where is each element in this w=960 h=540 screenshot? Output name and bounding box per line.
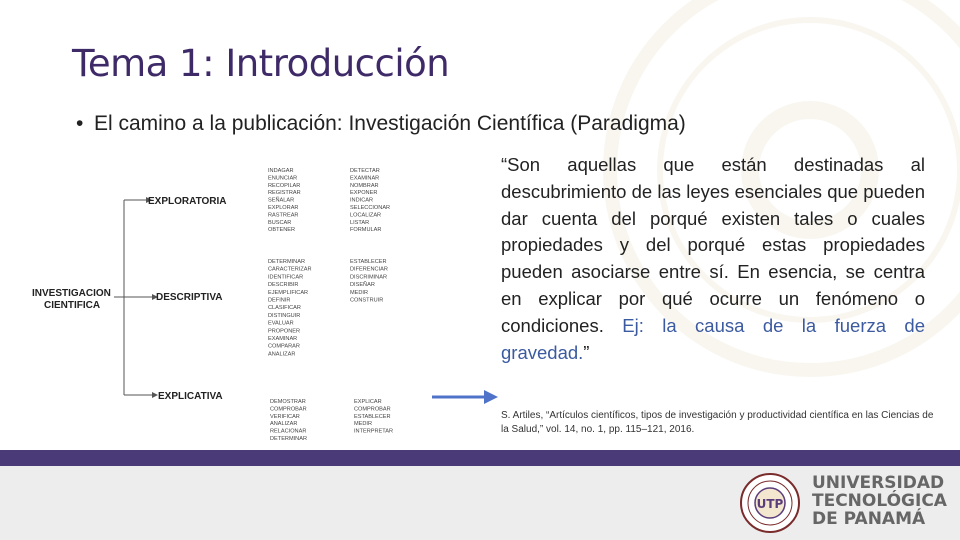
verb-item: RECOPILAR [268, 182, 301, 189]
verb-item: COMPROBAR [354, 406, 391, 413]
verb-item: EXPONER [350, 190, 378, 197]
verb-item: EXAMINAR [268, 336, 298, 342]
verb-item: COMPROBAR [270, 406, 307, 413]
verb-item: DEMOSTRAR [270, 399, 306, 405]
verb-item: SELECCIONAR [350, 205, 391, 211]
verb-item: EJEMPLIFICAR [268, 289, 309, 296]
branch-exploratoria: EXPLORATORIA [148, 196, 227, 207]
verb-item: PROPONER [268, 328, 301, 335]
verb-item: DISEÑAR [350, 282, 375, 289]
branch-explicativa: EXPLICATIVA [158, 391, 223, 402]
verb-item: EXPLORAR [268, 205, 299, 211]
footer [0, 466, 960, 540]
verb-item: DETECTAR [350, 168, 380, 174]
quote-paragraph [501, 152, 925, 366]
verb-item: LISTAR [350, 219, 370, 226]
university-line-3: DE PANAMÁ [812, 509, 926, 529]
quote-example: Ej: la causa de la fuerza de gravedad. [501, 314, 925, 363]
quote-closing: ” [583, 341, 590, 363]
verb-item: COMPARAR [268, 343, 300, 350]
verb-item: DETERMINAR [268, 259, 305, 265]
verb-item: CONSTRUIR [350, 297, 384, 304]
bullet-text: El camino a la publicación: Investigación Científica (Paradigma) [94, 112, 686, 135]
university-line-1: UNIVERSIDAD [812, 473, 945, 493]
verb-item: ANALIZAR [268, 351, 296, 358]
verb-item: DETERMINAR [270, 436, 307, 442]
university-name [812, 474, 947, 528]
verb-item: DESCRIBIR [268, 282, 299, 289]
verb-item: DEFINIR [268, 297, 291, 304]
diagram-root-label-1: INVESTIGACION [32, 288, 111, 299]
bullet-icon: • [76, 112, 84, 135]
verb-item: DISCRIMINAR [350, 274, 387, 281]
svg-text:UTP: UTP [756, 497, 784, 511]
verb-item: INDICAR [350, 197, 373, 204]
quote-text: “Son aquellas que están destinadas al descubrimiento de las leyes esenciales que pueden dar cuenta del porqué existen tales o cuales propiedades y del porqué estas propiedades pueden asociarse entre sí. En esencia, se centra en explicar por qué ocurre un fenómeno o condiciones. [501, 154, 925, 336]
verb-item: MEDIR [354, 421, 373, 428]
verb-item: ANALIZAR [270, 421, 298, 428]
verb-item: NOMBRAR [350, 182, 379, 189]
verb-item: ENUNCIAR [268, 175, 298, 182]
research-types-diagram [28, 160, 428, 445]
verb-item: INDAGAR [268, 168, 294, 174]
bullet-point [76, 112, 686, 136]
slide-title: Tema 1: Introducción [72, 42, 450, 85]
verb-item: DIFERENCIAR [350, 266, 388, 273]
diagram-root-label-2: CIENTIFICA [44, 300, 101, 311]
verb-item: INTERPRETAR [354, 428, 394, 435]
verb-item: OBTENER [268, 227, 296, 234]
verb-item: VERIFICAR [270, 413, 300, 420]
verb-item: ESTABLECER [350, 259, 387, 265]
verb-item: RELACIONAR [270, 428, 307, 435]
university-line-2: TECNOLÓGICA [812, 491, 947, 511]
verb-item: EXAMINAR [350, 175, 380, 182]
verb-item: MEDIR [350, 289, 369, 296]
verb-item: CARACTERIZAR [268, 266, 312, 273]
verb-item: SEÑALAR [268, 197, 295, 204]
branch-descriptiva: DESCRIPTIVA [156, 292, 223, 303]
verb-item: RASTREAR [268, 212, 299, 219]
verb-item: EVALUAR [268, 320, 294, 327]
verb-item: ESTABLECER [354, 413, 391, 420]
verb-item: DISTINGUIR [268, 312, 301, 319]
verb-item: LOCALIZAR [350, 212, 382, 219]
utp-seal-icon [738, 472, 802, 534]
verb-item: IDENTIFICAR [268, 274, 304, 281]
verb-item: REGISTRAR [268, 190, 301, 197]
verb-item: BUSCAR [268, 219, 292, 226]
right-arrow-icon [432, 389, 498, 405]
reference-citation: S. Artiles, “Artículos científicos, tipos de investigación y productividad científica en las Ciencias de la Salud,” vol. 14, no. 1, pp. 115–121, 2016. [501, 410, 934, 435]
verb-item: FORMULAR [350, 227, 382, 234]
verb-item: CLASIFICAR [268, 305, 301, 312]
footer-accent-bar [0, 450, 960, 466]
verb-item: EXPLICAR [354, 399, 382, 405]
